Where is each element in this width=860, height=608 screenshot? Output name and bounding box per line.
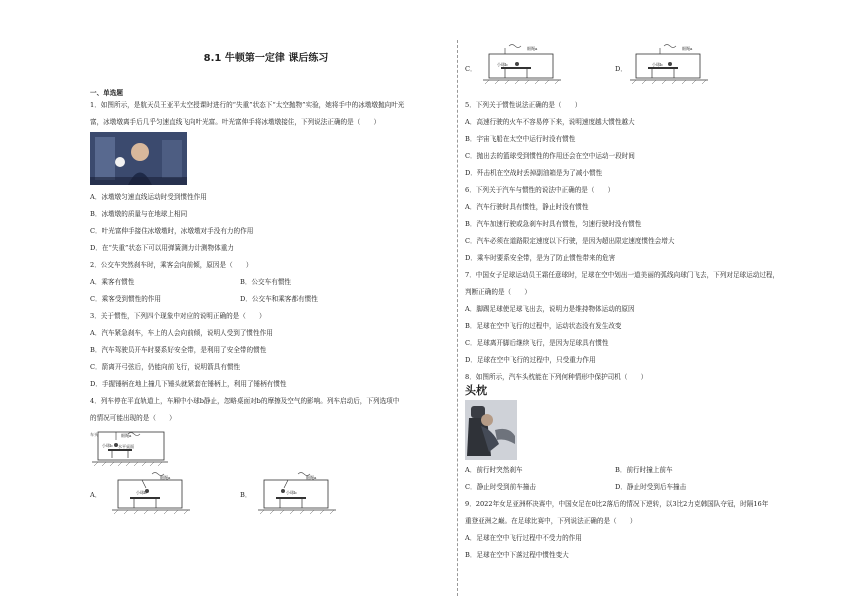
q3-option-b: B．汽车驾驶员开车时要系好安全带，是利用了安全带的惯性 (90, 346, 267, 354)
q6-stem: 6．下列关于汽车与惯性的说法中正确的是（ ） (465, 186, 615, 194)
q2-option-a: A．乘客有惯性 (90, 278, 135, 286)
q6-option-a: A．汽车行驶时具有惯性，静止时没有惯性 (465, 203, 589, 211)
q7-option-c: C．足球离开脚后继续飞行，是因为足球具有惯性 (465, 339, 609, 347)
q7-stem-line1: 7．中国女子足球运动员王霜任意球时，足球在空中划出一道美丽的弧线向球门飞去，下列对足球运动过程， (465, 271, 780, 279)
q4b-hang-label: 细绳a (306, 475, 317, 480)
q8-stem: 8．如图所示，汽车头枕能在下列何种情形中保护司机（ ） (465, 373, 648, 381)
q4b-ball-label: 小球b (286, 490, 297, 495)
q4-option-b: B． (240, 491, 252, 499)
q7-option-d: D．足球在空中飞行的过程中，只受重力作用 (465, 356, 596, 364)
q5-option-c: C．抛出去的篮球受到惯性的作用还会在空中运动一段时间 (465, 152, 635, 160)
q4d-hang-label: 细绳a (682, 46, 693, 51)
q4d-ball-label: 小球b (652, 62, 663, 67)
q4-option-c-figure (483, 42, 563, 88)
q4-front-label: 车头 (90, 432, 98, 437)
q4c-ball-label: 小球b (497, 62, 508, 67)
q9-option-a: A．足球在空中飞行过程中不受力的作用 (465, 534, 582, 542)
q1-stem-line1: 1．如图所示，是航天员王亚平太空授课时进行的“失重”状态下“太空抛物”实验，她将手中的冰墩墩抛向叶光 (90, 101, 405, 109)
q4-option-b-figure (258, 470, 338, 520)
q2-option-c: C．乘客受到惯性的作用 (90, 295, 161, 303)
q4-train-figure (90, 428, 170, 468)
q4-option-a: A． (90, 491, 102, 499)
q7-stem-line2: 判断正确的是（ ） (465, 288, 531, 296)
q3-option-d: D．手握锤柄在地上撞几下锤头就紧套在锤柄上，利用了锤柄有惯性 (90, 380, 287, 388)
q4-option-c: C． (465, 65, 477, 73)
q3-stem: 3．关于惯性，下列四个现象中对应的说明正确的是（ ） (90, 312, 266, 320)
q4-option-d-figure (630, 42, 710, 88)
q8-option-d: D．静止时受到后车撞击 (615, 483, 687, 491)
q4c-hang-label: 细绳a (527, 46, 538, 51)
q3-option-a: A．汽车紧急刹车，车上的人会向前倾，说明人受到了惯性作用 (90, 329, 273, 337)
section-heading: 一、单选题 (90, 89, 123, 97)
q5-option-d: D．歼击机在空战时丢掉副油箱是为了减小惯性 (465, 169, 603, 177)
q5-option-b: B．宇宙飞船在太空中运行时没有惯性 (465, 135, 576, 143)
q8-option-b: B．前行时撞上前车 (615, 466, 673, 474)
q4-ball-label: 小球b (102, 443, 113, 448)
q4-stem-line1: 4．列车停在平直轨道上，车厢中小球b静止，忽略桌面对b的摩擦及空气的影响。列车启动后，下列选项中 (90, 397, 400, 405)
q4-stem-line2: 的情况可能出现的是（ ） (90, 414, 176, 422)
q2-option-d: D．公交车和乘客都有惯性 (240, 295, 318, 303)
q9-stem-line1: 9．2022年女足亚洲杯决赛中，中国女足在0比2落后的情况下逆转，以3比2力克韩国队夺冠，时隔16年 (465, 500, 769, 508)
q1-option-d: D．在“失重”状态下可以用弹簧测力计测物体重力 (90, 244, 234, 252)
q5-option-a: A．高速行驶的火车不容易停下来，说明速度越大惯性越大 (465, 118, 635, 126)
q2-stem: 2．公交车突然刹车时，乘客会向前倾，原因是（ ） (90, 261, 253, 269)
q4-hang-label: 细绳a (121, 433, 132, 438)
page-title: 8.1 牛顿第一定律 课后练习 (203, 53, 329, 64)
q1-option-c: C．叶光富伸手接住冰墩墩时，冰墩墩对手没有力的作用 (90, 227, 254, 235)
q7-option-b: B．足球在空中飞行的过程中，运动状态没有发生改变 (465, 322, 622, 330)
q3-option-c: C．箭离开弓弦后，仍能向前飞行，说明箭具有惯性 (90, 363, 241, 371)
q5-stem: 5．下列关于惯性说法正确的是（ ） (465, 101, 582, 109)
q6-option-c: C．汽车必须在道路限定速度以下行驶，是因为超出限定速度惯性会增大 (465, 237, 675, 245)
q9-stem-line2: 重登亚洲之巅。在足球比赛中，下列说法正确的是（ ） (465, 517, 637, 525)
q4a-ball-label: 小球b (136, 490, 147, 495)
q1-option-b: B．冰墩墩的质量与在地球上相同 (90, 210, 188, 218)
q4-option-a-figure (112, 470, 192, 520)
q8-option-a: A．前行时突然刹车 (465, 466, 523, 474)
q9-option-b: B．足球在空中下落过程中惯性变大 (465, 551, 569, 559)
q4a-hang-label: 细绳a (160, 475, 171, 480)
q8-headrest-label: 头枕 (465, 384, 487, 397)
headrest-photo (465, 400, 517, 460)
q1-option-a: A．冰墩墩匀速直线运动时受到惯性作用 (90, 193, 207, 201)
q7-option-a: A．脚踢足球使足球飞出去，说明力是维持物体运动的原因 (465, 305, 635, 313)
q4-option-d: D． (615, 65, 627, 73)
q6-option-b: B．汽车加速行驶或急刹车时具有惯性，匀速行驶时没有惯性 (465, 220, 642, 228)
column-divider (457, 40, 458, 596)
q1-stem-line2: 富，冰墩墩离手后几乎匀速直线飞向叶光富。叶光富伸手将冰墩墩接住，下列说法正确的是（ ） (90, 118, 381, 126)
q4-table-label: 水平桌面 (118, 444, 134, 449)
astronaut-photo (90, 132, 187, 185)
q2-option-b: B．公交车有惯性 (240, 278, 292, 286)
q8-option-c: C．静止时受到前车撞击 (465, 483, 536, 491)
q6-option-d: D．乘车时要系安全带，是为了防止惯性带来的危害 (465, 254, 616, 262)
